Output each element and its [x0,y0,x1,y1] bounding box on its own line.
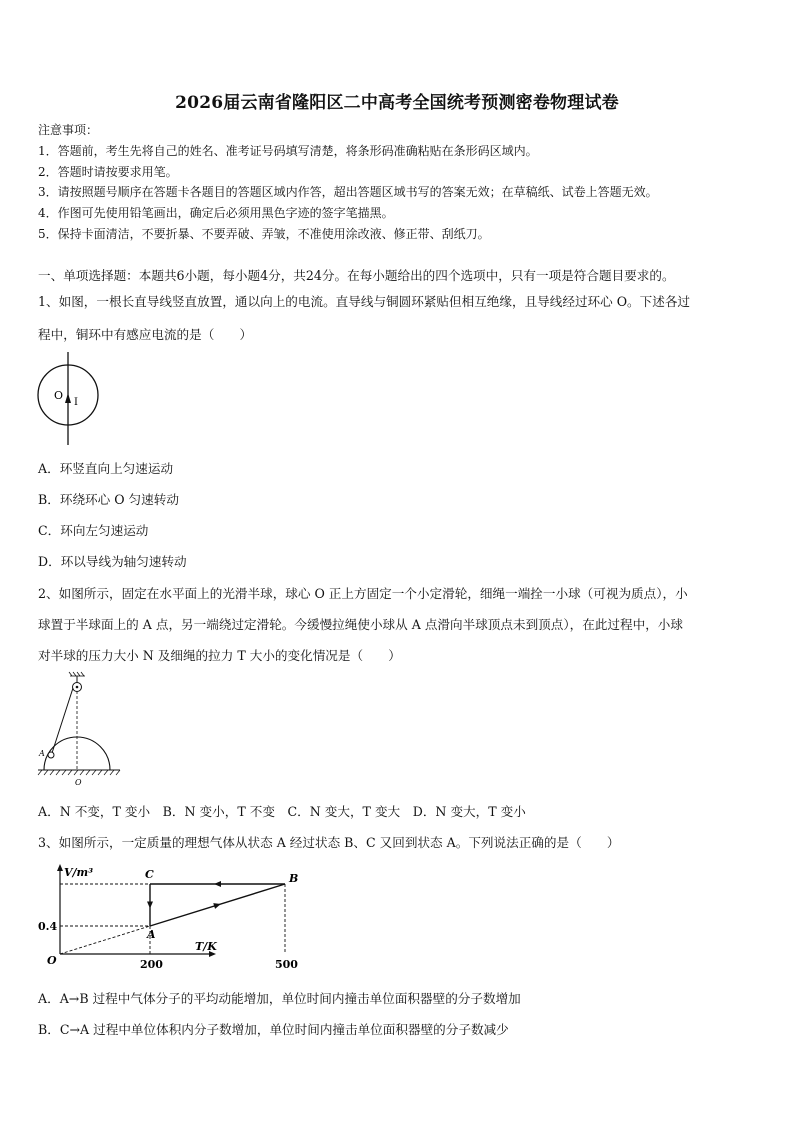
q2-options: A．N 不变，T 变小 B．N 变小，T 不变 C．N 变大，T 变大 D．N 变大，T 变小 [38,804,526,819]
y-tick-label-0: 0.4 [38,920,58,933]
q1-option-a: A．环竖直向上匀速运动 [38,461,174,476]
q3-option-a: A．A→B 过程中气体分子的平均动能增加，单位时间内撞击单位面积器壁的分子数增加 [38,991,521,1006]
current-arrow-icon [65,393,71,403]
q2-figure [36,673,126,788]
label-o: O [54,389,64,402]
notice-item-4: 4．作图可先使用铅笔画出，确定后必须用黑色字迹的签字笔描黑。 [38,206,394,220]
x-axis-label: T/K [195,940,217,953]
point-label-A: A [147,928,156,941]
origin-label: O [47,954,57,967]
ball-icon [48,752,54,758]
q1-stem-line1: 1、如图，一根长直导线竖直放置，通以向上的电流。直导线与铜圆环紧贴但相互绝缘，且导线经过环心 O。下述各过 [38,294,691,309]
q2-stem-line3: 对半球的压力大小 N 及细绳的拉力 T 大小的变化情况是（ ） [38,648,401,663]
label-a: A [39,749,45,758]
q1-stem-line2: 程中，铜环中有感应电流的是（ ） [38,327,253,342]
guide-origin-a [60,926,150,954]
q1-figure [30,352,130,447]
label-i: I [74,397,78,408]
notice-heading: 注意事项： [38,123,99,137]
point-label-B: B [289,872,299,885]
section-heading: 一、单项选择题：本题共6小题，每小题4分，共24分。在每小题给出的四个选项中，只有一项是符合题目要求的。 [38,268,675,283]
point-label-C: C [145,868,154,881]
arrow-C-A-icon [147,902,153,909]
rope [52,688,73,753]
q3-vt-chart [38,862,299,977]
arrow-B-C-icon [214,881,221,887]
arrow-A-B-icon [213,903,221,909]
label-o: O [75,778,82,787]
x-tick-label-0: 200 [140,958,163,971]
notice-item-5: 5．保持卡面清洁，不要折暴、不要弄破、弄皱，不准使用涂改液、修正带、刮纸刀。 [38,227,490,241]
notice-item-2: 2．答题时请按要求用笔。 [38,165,178,179]
x-tick-label-1: 500 [275,958,298,971]
q2-stem-line1: 2、如图所示，固定在水平面上的光滑半球，球心 O 正上方固定一个小定滑轮，细绳一端拴一小球（可视为质点），小 [38,586,688,601]
q1-option-c: C．环向左匀速运动 [38,523,149,538]
q2-stem-line2: 球置于半球面上的 A 点，另一端绕过定滑轮。今缓慢拉绳使小球从 A 点滑向半球顶点未到顶点），在此过程中，小球 [38,617,683,632]
q3-option-b: B．C→A 过程中单位体积内分子数增加，单位时间内撞击单位面积器壁的分子数减少 [38,1022,509,1037]
y-axis-arrow-icon [57,864,63,871]
q1-option-d: D．环以导线为轴匀速转动 [38,554,187,569]
y-axis-label: V/m³ [64,866,94,879]
notice-item-3: 3．请按照题号顺序在答题卡各题目的答题区域内作答，超出答题区域书写的答案无效；在草稿纸、试卷上答题无效。 [38,185,658,199]
q3-stem-line1: 3、如图所示，一定质量的理想气体从状态 A 经过状态 B、C 又回到状态 A。下列说法正确的是（ ） [38,835,620,850]
q1-option-b: B．环绕环心 O 匀速转动 [38,492,179,507]
page-title: 2026届云南省隆阳区二中高考全国统考预测密卷物理试卷 [175,93,619,113]
notice-item-1: 1．答题前，考生先将自己的姓名、准考证号码填写清楚，将条形码准确粘贴在条形码区域内。 [38,144,538,158]
